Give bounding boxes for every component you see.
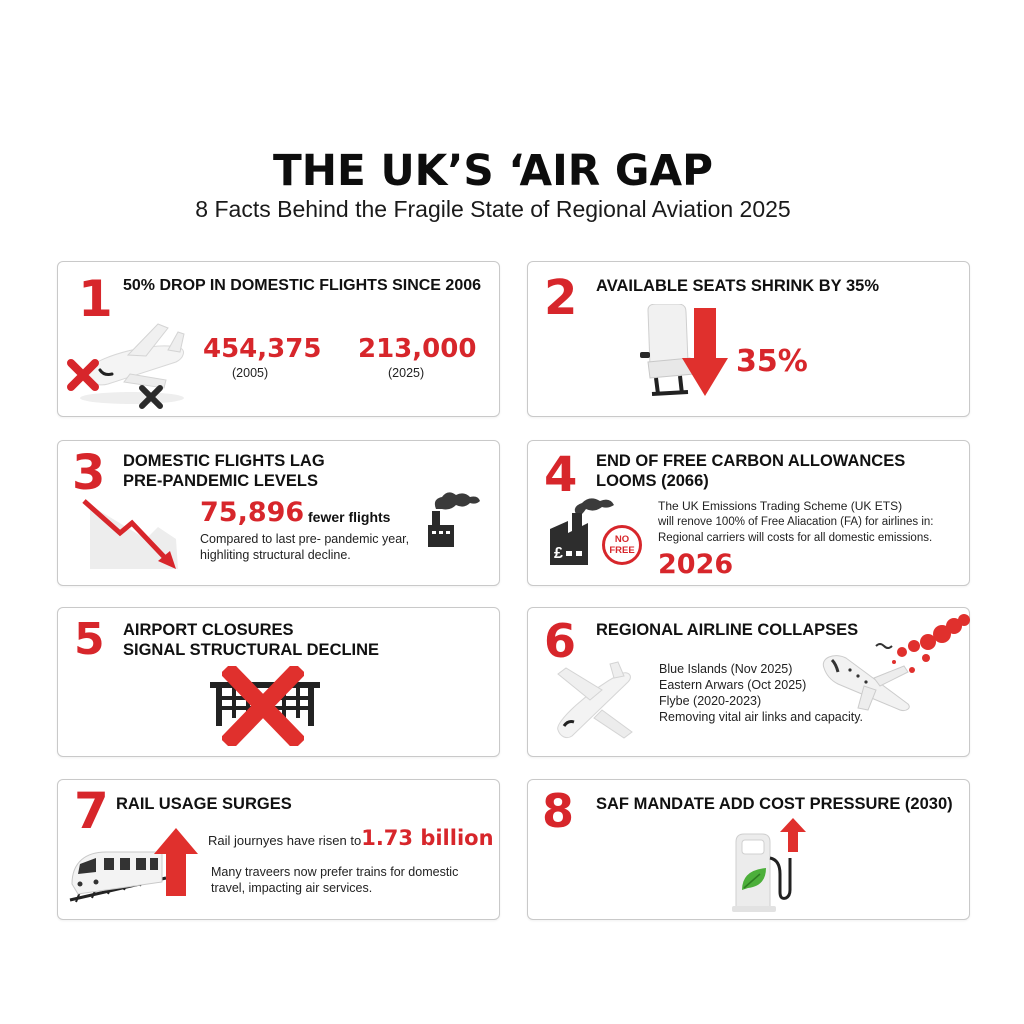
deadline-year: 2026 [658, 549, 734, 580]
page-subtitle: 8 Facts Behind the Fragile State of Regional Aviation 2025 [195, 196, 791, 222]
fact-card-8 [527, 779, 970, 920]
stat-2025-year: (2025) [388, 366, 425, 380]
leaf-icon [740, 866, 768, 892]
fact-card-3 [57, 440, 500, 586]
fact-number: 4 [544, 447, 578, 503]
crashing-airplane-icon [818, 612, 970, 718]
fact-card-6 [527, 607, 970, 757]
airplane-icon [550, 660, 646, 742]
fact-body-line1: Compared to last pre- pandemic year, [200, 532, 410, 546]
fact-heading-line1: END OF FREE CARBON ALLOWANCES [596, 452, 906, 470]
no-free-badge-icon [602, 525, 642, 565]
fact-number: 3 [72, 445, 106, 501]
list-item: Eastern Arwars (Oct 2025) [659, 678, 807, 692]
fact-body-line2: travel, impacting air services. [211, 881, 373, 895]
fact-card-4 [527, 440, 970, 586]
declining-chart-icon [82, 499, 182, 575]
fact-heading-line1: DOMESTIC FLIGHTS LAG [123, 452, 325, 470]
seats-stat-value: 35% [736, 344, 808, 379]
fact-card-7 [57, 779, 500, 920]
fact-card-2 [527, 261, 970, 417]
red-x-icon [222, 666, 304, 746]
fact-body-line3: Regional carriers will costs for all domestic emissions. [658, 532, 933, 544]
up-arrow-icon [780, 818, 806, 852]
list-item: Removing vital air links and capacity. [659, 710, 864, 724]
up-arrow-icon [154, 828, 198, 896]
stat-2005-value: 454,375 [203, 334, 322, 364]
list-item: Flybe (2020-2023) [659, 694, 762, 708]
list-item: Blue Islands (Nov 2025) [659, 662, 793, 676]
fact-number: 8 [542, 784, 575, 838]
fewer-flights-value: 75,896 [200, 497, 305, 528]
fact-heading: REGIONAL AIRLINE COLLAPSES [596, 621, 859, 639]
red-x-icon [66, 358, 100, 392]
fact-body-line2: highliting structural decline. [200, 548, 351, 562]
fact-card-1 [57, 261, 500, 417]
page-title: THE UK’S ‘AIR GAP [272, 146, 714, 196]
fact-body-line1: Many traveers now prefer trains for domestic [211, 865, 459, 879]
fact-heading-line2: SIGNAL STRUCTURAL DECLINE [123, 641, 380, 659]
fact-heading: RAIL USAGE SURGES [116, 795, 292, 813]
fact-number: 2 [544, 270, 578, 326]
black-x-icon [138, 384, 164, 410]
fact-number: 1 [78, 270, 113, 328]
fact-number: 6 [544, 614, 577, 668]
fact-number: 7 [74, 782, 109, 840]
rail-journeys-line [208, 826, 494, 850]
fact-body-line2: will renove 100% of Free Aliacation (FA) for airlines in: [658, 516, 934, 528]
stat-2025-value: 213,000 [358, 334, 477, 364]
factory-icon [426, 489, 482, 549]
fact-number: 5 [74, 614, 105, 665]
badge-line1: NO [614, 534, 630, 545]
fact-heading: SAF MANDATE ADD COST PRESSURE (2030) [596, 795, 953, 813]
fewer-flights-label: fewer flights [308, 509, 391, 525]
fact-heading: 50% DROP IN DOMESTIC FLIGHTS SINCE 2006 [123, 277, 482, 294]
fact-heading-line1: AIRPORT CLOSURES [123, 621, 294, 639]
down-arrow-icon [682, 308, 728, 396]
fact-heading-line2: PRE-PANDEMIC LEVELS [123, 472, 318, 490]
rail-journeys-value: 1.73 billion [361, 826, 494, 850]
stat-2005-year: (2005) [232, 366, 269, 380]
factory-currency-symbol: £ [554, 545, 563, 562]
fact-heading: AVAILABLE SEATS SHRINK BY 35% [596, 277, 879, 295]
fact-card-5 [57, 607, 500, 757]
rail-journeys-prefix: Rail journyes have risen to [208, 833, 362, 848]
badge-line2: FREE [609, 545, 635, 556]
fact-heading-line2: LOOMS (2066) [596, 472, 709, 490]
fact-body-line1: The UK Emissions Trading Scheme (UK ETS) [658, 499, 903, 513]
